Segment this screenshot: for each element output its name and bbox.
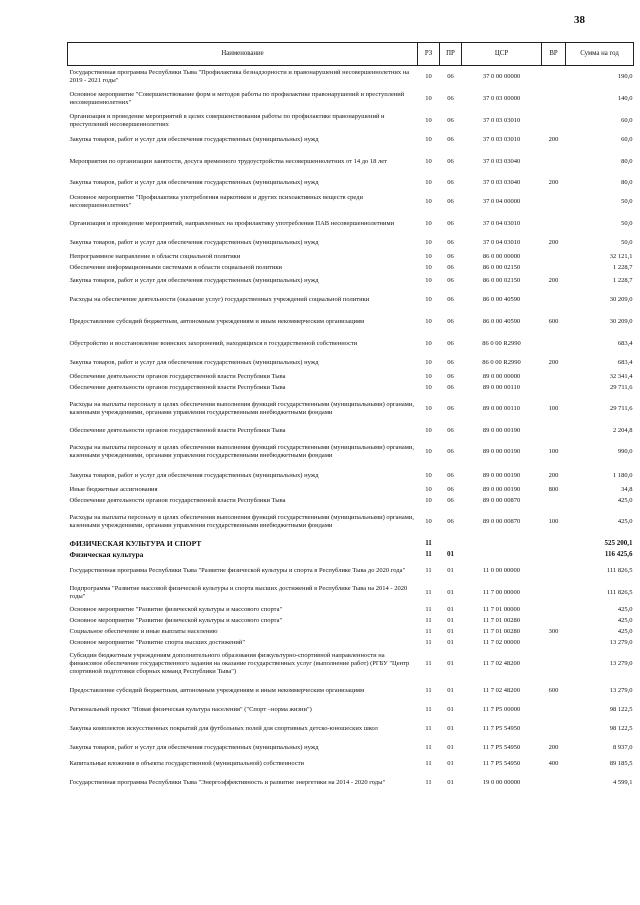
cell-sum: 30 209,0 (609, 318, 633, 326)
column-header-pr: ПР (440, 43, 462, 66)
table-row (68, 549, 634, 560)
cell-pr: 01 (447, 550, 454, 559)
cell-csr: 89 0 00 00110 (482, 405, 521, 413)
cell-name: Обеспечение деятельности органов государственной власти Республики Тыва (69, 372, 286, 380)
cell-pr: 06 (447, 426, 454, 434)
cell-sum: 60,0 (621, 136, 633, 144)
cell-rz: 10 (425, 372, 432, 380)
cell-pr: 06 (447, 73, 454, 81)
cell-csr: 11 7 P5 54950 (482, 744, 521, 752)
cell-sum: 990,0 (617, 448, 633, 456)
cell-csr: 37 0 00 00000 (482, 73, 521, 81)
column-header-rz: РЗ (418, 43, 440, 66)
cell-rz: 10 (425, 383, 432, 391)
cell-rz: 10 (425, 340, 432, 348)
cell-vr (542, 582, 566, 604)
table-row (68, 680, 634, 702)
cell-vr: 200 (548, 179, 559, 187)
cell-vr (542, 604, 566, 615)
cell-csr: 89 0 00 00190 (482, 426, 521, 434)
cell-csr: 86 0 00 40590 (482, 318, 521, 326)
cell-rz: 10 (425, 448, 432, 456)
cell-rz: 11 (425, 605, 432, 613)
cell-rz: 11 (425, 687, 432, 695)
page-number: 38 (574, 14, 585, 26)
cell-rz: 11 (425, 660, 432, 668)
cell-sum: 1 228,7 (613, 263, 633, 271)
table-row (68, 66, 634, 89)
cell-rz: 10 (425, 426, 432, 434)
cell-rz: 10 (425, 485, 432, 493)
cell-sum: 80,0 (621, 157, 633, 165)
table-row (68, 702, 634, 718)
cell-sum: 683,4 (617, 359, 633, 367)
cell-rz: 11 (425, 627, 432, 635)
cell-vr: 400 (548, 760, 559, 768)
cell-name: Капитальные вложения в объекты государственной (муниципальной) собственности (69, 760, 305, 768)
cell-sum: 1 180,0 (613, 472, 633, 480)
cell-pr: 01 (447, 627, 454, 635)
column-header-csr: ЦСР (462, 43, 542, 66)
cell-name: Мероприятия по организации занятости, досуга временного трудоустройства несовершеннолетних от 14 до 18 лет (69, 157, 388, 165)
cell-name: Закупка товаров, работ и услуг для обеспечения государственных (муниципальных) нужд (69, 277, 319, 285)
cell-pr: 01 (447, 779, 454, 787)
table-row (68, 110, 634, 132)
cell-rz: 11 (425, 760, 432, 768)
cell-rz: 10 (425, 296, 432, 304)
cell-vr (542, 213, 566, 235)
cell-name: Закупка комплектов искусственных покрытий для футбольных полей для спортивных детско-юношеских школ (69, 725, 378, 733)
cell-sum: 29 711,6 (609, 405, 633, 413)
cell-sum: 13 279,0 (609, 660, 633, 668)
cell-vr (542, 615, 566, 626)
cell-csr: 37 0 03 03040 (482, 157, 521, 165)
cell-csr: 89 0 00 00190 (482, 485, 521, 493)
cell-sum: 425,0 (617, 627, 633, 635)
cell-pr: 06 (447, 496, 454, 504)
table-row (68, 333, 634, 355)
cell-pr: 06 (447, 157, 454, 165)
table-row (68, 484, 634, 495)
cell-name: Основное мероприятие "Профилактика употребления наркотиков и других психоактивных веществ среди несовершеннолетних" (69, 194, 363, 209)
column-header-name: Наименование (68, 43, 418, 66)
cell-name: Региональный проект "Новая физическая культура населения" ("Спорт –норма жизни") (69, 706, 312, 714)
cell-name: Основное мероприятие "Развитие спорта высших достижений" (69, 638, 246, 646)
cell-vr (542, 333, 566, 355)
cell-vr: 200 (548, 744, 559, 752)
cell-vr (542, 262, 566, 273)
cell-rz: 11 (425, 589, 432, 597)
cell-csr: 37 0 04 03010 (482, 239, 521, 247)
cell-csr: 11 0 00 00000 (482, 567, 521, 575)
cell-name: Непрограммное направление в области социальной политики (69, 252, 241, 260)
cell-sum: 525 200,1 (604, 539, 633, 548)
cell-csr: 86 0 00 R2990 (482, 359, 521, 367)
cell-name: Предоставление субсидий бюджетным, автономным учреждениям и иным некоммерческим организациям (69, 318, 365, 326)
table-header-row (68, 43, 634, 66)
cell-sum: 8 937,0 (613, 744, 633, 752)
cell-vr (542, 425, 566, 436)
cell-csr: 37 0 03 00000 (482, 95, 521, 103)
cell-csr (462, 549, 542, 560)
cell-vr (542, 148, 566, 175)
cell-pr: 01 (447, 744, 454, 752)
cell-sum: 50,0 (621, 220, 633, 228)
cell-sum: 683,4 (617, 340, 633, 348)
cell-csr: 11 7 01 00000 (482, 605, 521, 613)
cell-csr: 11 7 00 00000 (482, 589, 521, 597)
table-row (68, 604, 634, 615)
cell-vr (542, 637, 566, 648)
cell-vr (542, 702, 566, 718)
cell-sum: 30 209,0 (609, 296, 633, 304)
cell-csr (462, 538, 542, 549)
table-row (68, 371, 634, 382)
cell-vr: 200 (548, 136, 559, 144)
cell-rz: 11 (425, 550, 432, 559)
table-row (68, 425, 634, 436)
cell-rz: 10 (425, 136, 432, 144)
cell-pr: 06 (447, 359, 454, 367)
cell-name: Организация и проведение мероприятий в целях совершенствования работы по профилактике правонарушений и преступлений несовершеннолетних (69, 113, 385, 128)
cell-name: Государственная программа Республики Тыва "Профилактика безнадзорности и правонарушений несовершеннолетних на 2019 - 2021 годы" (69, 69, 410, 84)
cell-pr: 06 (447, 318, 454, 326)
cell-pr: 06 (447, 220, 454, 228)
cell-pr: 06 (447, 136, 454, 144)
table-row (68, 262, 634, 273)
cell-pr: 06 (447, 340, 454, 348)
cell-name: Закупка товаров, работ и услуг для обеспечения государственных (муниципальных) нужд (69, 136, 319, 144)
cell-vr: 100 (548, 405, 559, 413)
cell-csr: 37 0 03 03040 (482, 179, 521, 187)
cell-name: Закупка товаров, работ и услуг для обеспечения государственных (муниципальных) нужд (69, 744, 319, 752)
cell-sum: 32 341,4 (609, 372, 633, 380)
cell-vr (542, 718, 566, 740)
cell-vr (542, 371, 566, 382)
cell-name: Социальное обеспечение и иные выплаты населению (69, 627, 218, 635)
cell-pr: 06 (447, 263, 454, 271)
cell-csr: 86 0 00 02150 (482, 277, 521, 285)
table-row (68, 740, 634, 756)
cell-pr: 06 (447, 296, 454, 304)
table-row (68, 148, 634, 175)
cell-vr (542, 549, 566, 560)
table-row (68, 132, 634, 148)
cell-pr: 01 (447, 638, 454, 646)
cell-pr: 01 (447, 687, 454, 695)
table-row (68, 718, 634, 740)
cell-sum: 50,0 (621, 239, 633, 247)
table-row (68, 772, 634, 794)
cell-vr: 100 (548, 518, 559, 526)
cell-csr: 11 7 02 00000 (482, 638, 521, 646)
cell-csr: 86 0 00 02150 (482, 263, 521, 271)
cell-name: Подпрограмма "Развитие массовой физической культуры и спорта высших достижений в Республике Тыва на 2014 - 2020 годы" (69, 585, 408, 600)
cell-name: Закупка товаров, работ и услуг для обеспечения государственных (муниципальных) нужд (69, 472, 319, 480)
table-row (68, 213, 634, 235)
cell-vr: 200 (548, 472, 559, 480)
cell-name: Расходы на выплаты персоналу в целях обеспечения выполнения функций государственными (муниципальными) органами, казенными учреждениями, органами управления государственными внебюджетными фондами (69, 444, 415, 459)
cell-rz: 10 (425, 472, 432, 480)
cell-sum: 140,0 (617, 95, 633, 103)
cell-name: Расходы на выплаты персоналу в целях обеспечения выполнения функций государственными (муниципальными) органами, казенными учреждениями, органами управления государственными внебюджетными фондами (69, 514, 415, 529)
table-row (68, 637, 634, 648)
cell-rz: 10 (425, 95, 432, 103)
cell-csr: 37 0 04 00000 (482, 198, 521, 206)
cell-name: Обеспечение информационными системами в области социальной политики (69, 263, 283, 271)
column-header-sum: Сумма на год (566, 43, 634, 66)
cell-vr: 600 (548, 318, 559, 326)
cell-sum: 13 279,0 (609, 687, 633, 695)
cell-pr: 01 (447, 567, 454, 575)
cell-vr (542, 538, 566, 549)
cell-sum: 98 122,5 (609, 725, 633, 733)
cell-csr: 11 7 P5 54950 (482, 725, 521, 733)
cell-pr: 01 (447, 660, 454, 668)
cell-name: Организация и проведение мероприятий, направленных на профилактику употребления ПАВ несовершеннолетними (69, 220, 395, 228)
cell-pr: 01 (447, 616, 454, 624)
table-row (68, 436, 634, 468)
cell-csr: 89 0 00 00870 (482, 496, 521, 504)
cell-pr: 06 (447, 198, 454, 206)
table-row (68, 251, 634, 262)
table-row (68, 648, 634, 680)
cell-csr: 11 7 P5 54950 (482, 760, 521, 768)
cell-name: Иные бюджетные ассигнования (69, 485, 158, 493)
cell-pr: 06 (447, 472, 454, 480)
cell-vr (542, 560, 566, 582)
cell-rz: 10 (425, 496, 432, 504)
cell-sum: 4 599,1 (613, 779, 633, 787)
cell-pr (440, 538, 462, 549)
cell-pr: 06 (447, 277, 454, 285)
cell-rz: 11 (425, 706, 432, 714)
cell-name: Закупка товаров, работ и услуг для обеспечения государственных (муниципальных) нужд (69, 359, 319, 367)
cell-name: Субсидии бюджетным учреждениям дополнительного образования физкультурно-спортивной направленности на финансовое обеспечение государственного задания на оказание государственных услуг (выполнение работ) (РГБУ "Центр спортивной подготовки сборных команд Республики Тыва") (69, 652, 410, 675)
cell-pr: 06 (447, 448, 454, 456)
cell-vr: 200 (548, 239, 559, 247)
cell-rz: 11 (425, 638, 432, 646)
cell-pr: 06 (447, 518, 454, 526)
cell-sum: 34,8 (621, 485, 633, 493)
cell-pr: 06 (447, 372, 454, 380)
table-row (68, 393, 634, 425)
cell-csr: 86 0 00 00000 (482, 252, 521, 260)
cell-name: Основное мероприятие "Развитие физической культуры и массового спорта" (69, 616, 283, 624)
cell-csr: 37 0 03 03010 (482, 136, 521, 144)
cell-name: Предоставление субсидий бюджетным, автономным учреждениям и иным некоммерческим организациям (69, 687, 365, 695)
table-row (68, 273, 634, 289)
cell-csr: 37 0 03 03010 (482, 117, 521, 125)
cell-name: Расходы на выплаты персоналу в целях обеспечения выполнения функций государственными (муниципальными) органами, казенными учреждениями, органами управления государственными внебюджетными фондами (69, 401, 415, 416)
cell-rz: 10 (425, 117, 432, 125)
cell-vr: 100 (548, 448, 559, 456)
table-row (68, 311, 634, 333)
table-row (68, 615, 634, 626)
cell-sum: 29 711,6 (609, 383, 633, 391)
cell-rz: 11 (425, 616, 432, 624)
cell-csr: 11 7 02 48200 (482, 660, 521, 668)
cell-name: Обеспечение деятельности органов государственной власти Республики Тыва (69, 383, 286, 391)
cell-rz: 10 (425, 239, 432, 247)
cell-csr: 89 0 00 00110 (482, 383, 521, 391)
table-row (68, 756, 634, 772)
cell-csr: 89 0 00 00190 (482, 472, 521, 480)
cell-rz: 10 (425, 518, 432, 526)
cell-rz: 10 (425, 359, 432, 367)
cell-csr: 86 0 00 R2990 (482, 340, 521, 348)
cell-name: Государственная программа Республики Тыва "Развитие физической культуры и спорта в Республике Тыва до 2020 года" (69, 567, 406, 575)
cell-pr: 06 (447, 252, 454, 260)
table-row (68, 382, 634, 393)
cell-rz: 10 (425, 198, 432, 206)
cell-vr (542, 88, 566, 110)
cell-vr (542, 382, 566, 393)
cell-sum: 425,0 (617, 496, 633, 504)
cell-vr (542, 648, 566, 680)
cell-pr: 01 (447, 589, 454, 597)
cell-name: Расходы на обеспечение деятельности (оказание услуг) государственных учреждений социальной политики (69, 296, 370, 304)
table-row (68, 175, 634, 191)
cell-vr: 600 (548, 687, 559, 695)
cell-rz: 10 (425, 318, 432, 326)
cell-vr (542, 66, 566, 89)
cell-sum: 60,0 (621, 117, 633, 125)
table-row (68, 560, 634, 582)
cell-pr: 01 (447, 706, 454, 714)
cell-pr: 06 (447, 383, 454, 391)
cell-vr (542, 289, 566, 311)
cell-sum: 1 228,7 (613, 277, 633, 285)
table-row (68, 289, 634, 311)
cell-sum: 2 204,8 (613, 426, 633, 434)
cell-pr: 06 (447, 239, 454, 247)
cell-rz: 10 (425, 179, 432, 187)
cell-vr: 200 (548, 277, 559, 285)
cell-vr (542, 251, 566, 262)
cell-name: Обустройство и восстановление воинских захоронений, находящихся в государственной собственности (69, 340, 358, 348)
cell-pr: 01 (447, 605, 454, 613)
cell-rz: 10 (425, 73, 432, 81)
cell-rz: 10 (425, 405, 432, 413)
cell-sum: 190,0 (617, 73, 633, 81)
cell-vr (542, 495, 566, 506)
cell-csr: 11 7 02 48200 (482, 687, 521, 695)
cell-rz: 10 (425, 252, 432, 260)
cell-name: Государственная программа Республики Тыва "Энергоэффективность и развитие энергетики на 2014 - 2020 годы" (69, 779, 386, 787)
budget-table (67, 42, 634, 794)
cell-rz: 10 (425, 220, 432, 228)
cell-rz: 10 (425, 157, 432, 165)
table-row (68, 191, 634, 213)
cell-sum: 425,0 (617, 518, 633, 526)
cell-vr: 300 (548, 627, 559, 635)
cell-csr: 19 0 00 00000 (482, 779, 521, 787)
cell-csr: 11 7 01 00280 (482, 627, 521, 635)
table-row (68, 468, 634, 484)
cell-sum: 80,0 (621, 179, 633, 187)
cell-vr (542, 110, 566, 132)
cell-vr (542, 772, 566, 794)
cell-name: Обеспечение деятельности органов государственной власти Республики Тыва (69, 496, 286, 504)
cell-sum: 98 122,5 (609, 706, 633, 714)
table-row (68, 506, 634, 538)
cell-sum: 425,0 (617, 616, 633, 624)
cell-pr: 06 (447, 405, 454, 413)
cell-name: Обеспечение деятельности органов государственной власти Республики Тыва (69, 426, 286, 434)
cell-name: Закупка товаров, работ и услуг для обеспечения государственных (муниципальных) нужд (69, 239, 319, 247)
cell-sum: 89 185,5 (609, 760, 633, 768)
column-header-vr: ВР (542, 43, 566, 66)
cell-name: Физическая культура (69, 550, 144, 559)
cell-rz: 11 (425, 779, 432, 787)
table-row (68, 355, 634, 371)
table-body (68, 66, 634, 795)
cell-csr: 11 7 01 00280 (482, 616, 521, 624)
cell-name: Основное мероприятие "Развитие физической культуры и массового спорта" (69, 605, 283, 613)
cell-rz: 11 (425, 744, 432, 752)
cell-vr: 800 (548, 485, 559, 493)
cell-pr: 01 (447, 760, 454, 768)
cell-sum: 32 121,1 (609, 252, 633, 260)
cell-sum: 111 826,5 (606, 589, 633, 597)
cell-sum: 111 826,5 (606, 567, 633, 575)
cell-rz: 10 (425, 277, 432, 285)
cell-name: ФИЗИЧЕСКАЯ КУЛЬТУРА И СПОРТ (69, 539, 202, 548)
cell-csr: 89 0 00 00000 (482, 372, 521, 380)
cell-pr: 06 (447, 95, 454, 103)
cell-pr: 06 (447, 485, 454, 493)
cell-rz: 11 (425, 567, 432, 575)
cell-sum: 116 425,6 (604, 550, 633, 559)
table-row (68, 88, 634, 110)
cell-sum: 13 279,0 (609, 638, 633, 646)
table-row (68, 582, 634, 604)
cell-name: Закупка товаров, работ и услуг для обеспечения государственных (муниципальных) нужд (69, 179, 319, 187)
cell-csr: 37 0 04 03010 (482, 220, 521, 228)
cell-sum: 50,0 (621, 198, 633, 206)
cell-rz: 11 (425, 539, 432, 548)
cell-rz: 10 (425, 263, 432, 271)
cell-pr: 01 (447, 725, 454, 733)
cell-csr: 86 0 00 40590 (482, 296, 521, 304)
table-row (68, 626, 634, 637)
table-row (68, 495, 634, 506)
cell-vr: 200 (548, 359, 559, 367)
cell-pr: 06 (447, 117, 454, 125)
cell-vr (542, 191, 566, 213)
cell-csr: 89 0 00 00870 (482, 518, 521, 526)
cell-csr: 11 7 P5 00000 (482, 706, 521, 714)
table-row (68, 538, 634, 549)
cell-sum: 425,0 (617, 605, 633, 613)
cell-rz: 11 (425, 725, 432, 733)
cell-csr: 89 0 00 00190 (482, 448, 521, 456)
table-row (68, 235, 634, 251)
cell-pr: 06 (447, 179, 454, 187)
cell-name: Основное мероприятие "Совершенствование форм и методов работы по профилактике правонарушений и преступлений несовершеннолетних" (69, 91, 405, 106)
